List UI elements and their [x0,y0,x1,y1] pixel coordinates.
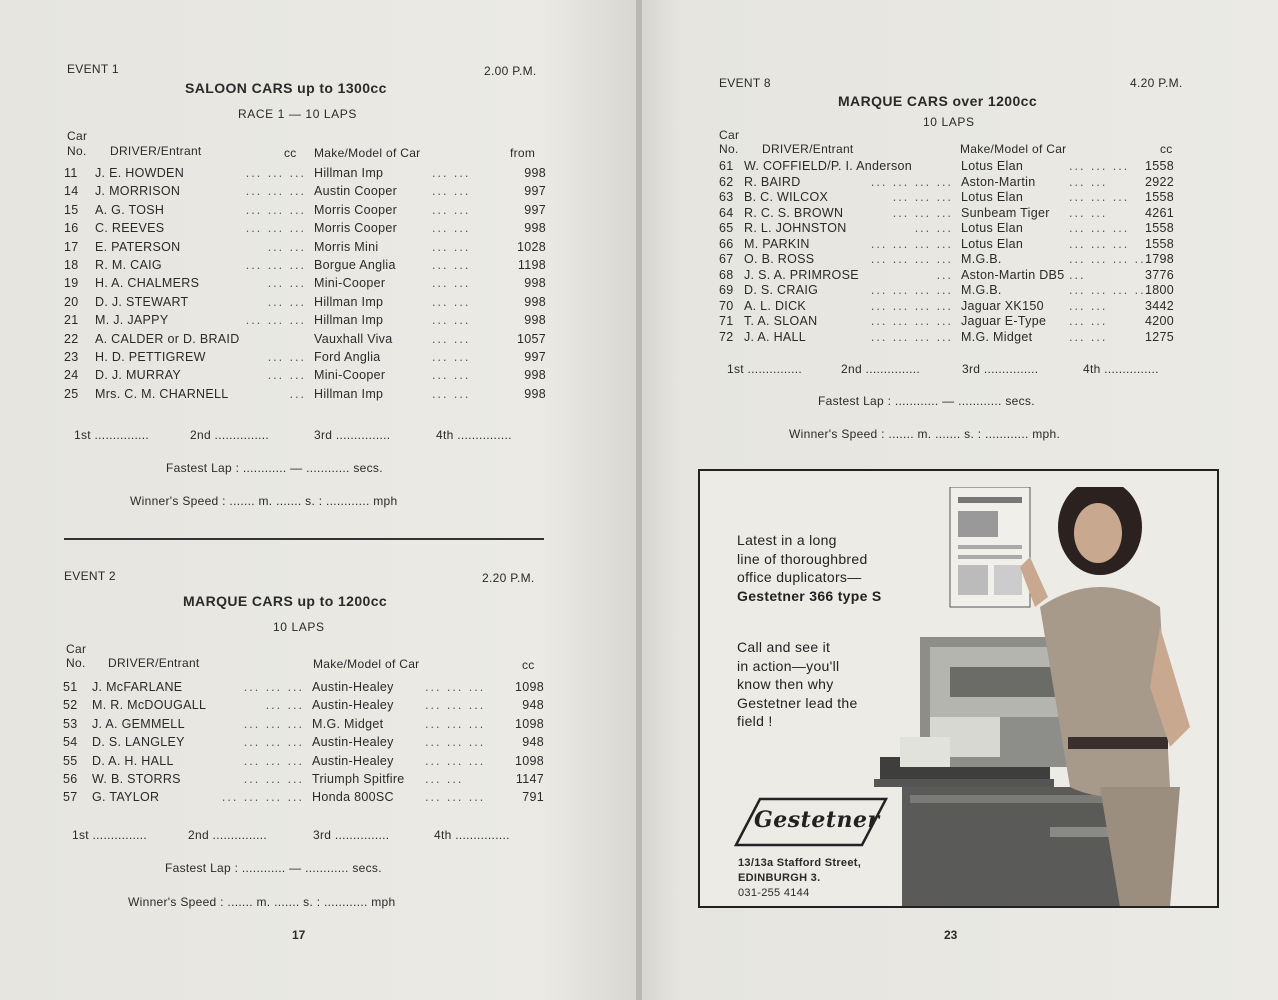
leader-dots: ... [936,267,953,282]
leader-dots: ... ... [1069,314,1108,328]
leader-dots: ... ... ... [425,735,486,750]
event8-header-car: Car [719,128,740,142]
event8-time: 4.20 P.M. [1130,76,1183,90]
event1-header-no: No. [67,144,87,158]
entry-driver: D. J. MURRAY [95,368,182,383]
leader-dots: ... ... [432,294,471,309]
ad-copy-call [737,638,858,731]
leader-dots: ... ... ... [245,258,306,272]
table-row [64,350,546,368]
entry-driver: A. CALDER or D. BRAID [95,331,240,346]
ad-line: Gestetner lead the [737,694,858,711]
table-row [64,221,546,239]
event1-label: EVENT 1 [67,62,119,76]
leader-dots: ... ... ... ... [1069,252,1152,266]
entry-number: 67 [719,252,734,266]
entry-driver: D. S. LANGLEY [92,735,185,750]
leader-dots: ... ... [432,350,471,364]
entry-number: 66 [719,236,734,251]
entry-cc: 1098 [514,753,544,768]
event8-place-3rd: 3rd ............... [962,362,1039,376]
table-row [64,295,546,313]
table-row [63,717,544,735]
leader-dots: ... ... ... [892,205,953,220]
leader-dots: ... ... ... [243,753,304,768]
entry-number: 61 [719,159,734,173]
entry-driver: G. TAYLOR [92,790,160,805]
entry-cc: 1028 [516,239,546,254]
entry-number: 57 [63,790,78,805]
leader-dots: ... ... [267,294,306,309]
event1-header-car: Car [67,129,88,143]
entry-cc: 1558 [1144,159,1174,173]
entry-cc: 1057 [516,331,546,346]
entry-model: Mini-Cooper [314,368,386,383]
leader-dots: ... ... ... [1069,221,1130,235]
entry-model: Austin-Healey [312,680,394,694]
entry-driver: J. E. HOWDEN [95,166,185,180]
table-row [63,735,544,753]
entry-driver: H. D. PETTIGREW [95,350,206,364]
entry-cc: 998 [524,368,546,383]
right-page [642,0,1278,1000]
entry-model: Vauxhall Viva [314,331,393,346]
entry-number: 52 [63,698,78,713]
event2-header-car: Car [66,642,87,656]
table-row [63,772,544,790]
entry-model: Mini-Cooper [314,276,386,291]
entry-model: Hillman Imp [314,166,384,180]
leader-dots: ... ... [432,331,471,346]
event8-header-model: Make/Model of Car [960,142,1067,156]
entry-cc: 791 [522,790,544,805]
entry-cc: 948 [522,735,544,750]
entry-model: Morris Cooper [314,221,398,236]
entry-driver: D. A. H. HALL [92,753,174,768]
leader-dots: ... ... ... [245,221,306,236]
event2-place-2nd: 2nd ............... [188,828,268,842]
table-row [64,203,546,221]
table-row [63,680,544,698]
leader-dots: ... ... ... ... [870,174,953,189]
leader-dots: ... ... ... [1069,236,1130,251]
entry-cc: 1558 [1144,221,1174,235]
table-row [63,698,544,716]
leader-dots: ... ... ... [243,772,304,786]
entry-number: 53 [63,716,78,731]
leader-dots: ... ... [1069,174,1108,189]
event2-place-1st: 1st ............... [72,828,148,842]
event8-place-2nd: 2nd ............... [841,362,921,376]
gestetner-logo [730,795,890,851]
leader-dots: ... ... ... [245,313,306,328]
ad-line: office duplicators— [737,569,862,585]
entry-driver: E. PATERSON [95,239,181,254]
entry-driver: B. C. WILCOX [744,190,829,204]
ad-line: Latest in a long [737,532,837,548]
entry-number: 62 [719,174,734,189]
entry-number: 21 [64,313,79,328]
entry-number: 71 [719,314,734,328]
leader-dots: ... ... ... ... [870,329,953,344]
entry-driver: J. A. GEMMELL [92,716,185,731]
entry-driver: H. A. CHALMERS [95,276,200,291]
entry-model: Austin-Healey [312,753,394,768]
event8-label: EVENT 8 [719,76,771,90]
left-page [0,0,636,1000]
entry-cc: 1275 [1144,329,1174,344]
entry-number: 19 [64,276,79,291]
entry-model: Borgue Anglia [314,258,396,272]
leader-dots: ... ... ... [243,735,304,750]
entry-model: Triumph Spitfire [312,772,405,786]
ad-copy-intro [737,531,882,605]
entry-number: 72 [719,329,734,344]
entry-model: M.G. Midget [961,329,1033,344]
entry-driver: T. A. SLOAN [744,314,818,328]
entry-cc: 3442 [1144,298,1174,313]
entry-number: 20 [64,294,79,309]
entry-driver: M. R. McDOUGALL [92,698,207,713]
entry-cc: 1800 [1144,283,1174,297]
entry-model: M.G.B. [961,252,1002,266]
entry-driver: J. S. A. PRIMROSE [744,267,859,282]
event1-header-model: Make/Model of Car [314,146,421,160]
event2-time: 2.20 P.M. [482,571,535,585]
entry-number: 15 [64,202,79,217]
entry-model: Sunbeam Tiger [961,205,1050,220]
entry-number: 14 [64,184,79,199]
leader-dots: ... ... [432,258,471,272]
table-row [63,790,544,808]
event2-header-no: No. [66,656,86,670]
entry-driver: D. J. STEWART [95,294,189,309]
entry-number: 54 [63,735,78,750]
leader-dots: ... ... ... [245,166,306,180]
leader-dots: ... ... ... [245,202,306,217]
entry-number: 65 [719,221,734,235]
event2-winners-speed: Winner's Speed : ....... m. ....... s. : ............ mph [128,895,396,909]
leader-dots: ... ... ... ... [870,283,953,297]
leader-dots: ... ... ... [1069,159,1130,173]
leader-dots: ... ... [432,202,471,217]
entry-number: 68 [719,267,734,282]
event1-place-2nd: 2nd ............... [190,428,270,442]
entry-model: Honda 800SC [312,790,394,805]
entry-model: Jaguar E-Type [961,314,1047,328]
leader-dots: ... ... [914,221,953,235]
entry-model: Lotus Elan [961,236,1024,251]
entry-number: 16 [64,221,79,236]
event2-header-model: Make/Model of Car [313,657,420,671]
section-divider [64,538,544,540]
entry-number: 64 [719,205,734,220]
entry-number: 70 [719,298,734,313]
leader-dots: ... ... ... ... [1069,283,1152,297]
table-row [719,330,1174,348]
entry-cc: 4200 [1144,314,1174,328]
event8-place-1st: 1st ............... [727,362,803,376]
entry-driver: J. MORRISON [95,184,181,199]
entry-model: Jaguar XK150 [961,298,1044,313]
leader-dots: ... ... [1069,298,1108,313]
event1-header-driver: DRIVER/Entrant [110,144,202,158]
event1-winners-speed: Winner's Speed : ....... m. ....... s. : ............ mph [130,494,398,508]
event1-place-4th: 4th ............... [436,428,512,442]
leader-dots: ... ... [432,313,471,328]
entry-driver: A. L. DICK [744,298,807,313]
entry-model: Hillman Imp [314,313,384,328]
event8-place-4th: 4th ............... [1083,362,1159,376]
entry-cc: 1098 [514,716,544,731]
event2-subtitle: 10 LAPS [273,620,325,634]
entry-driver: R. BAIRD [744,174,801,189]
leader-dots: ... ... [265,698,304,713]
logo-wordmark: Gestetner [754,807,880,833]
entry-number: 22 [64,331,79,346]
event1-place-3rd: 3rd ............... [314,428,391,442]
entry-number: 63 [719,190,734,204]
entry-number: 56 [63,772,78,786]
entry-driver: M. J. JAPPY [95,313,169,328]
leader-dots: ... ... [267,368,306,383]
entry-driver: Mrs. C. M. CHARNELL [95,386,229,401]
entry-model: Lotus Elan [961,190,1024,204]
entry-cc: 1147 [515,772,544,786]
entry-cc: 998 [524,386,546,401]
ad-address-city: EDINBURGH 3. [738,872,821,884]
table-row [64,240,546,258]
event1-fastest-lap: Fastest Lap : ............ — ............ secs. [166,461,383,475]
entry-driver: A. G. TOSH [95,202,165,217]
entry-model: Morris Cooper [314,202,398,217]
event8-subtitle: 10 LAPS [923,115,975,129]
entry-driver: M. PARKIN [744,236,810,251]
leader-dots: ... ... [432,368,471,383]
leader-dots: ... ... ... ... [870,236,953,251]
entry-driver: J. A. HALL [744,329,807,344]
ad-line: in action—you'll [737,657,840,674]
entry-cc: 998 [524,313,546,328]
leader-dots: ... ... ... [425,716,486,731]
leader-dots: ... [1069,267,1086,282]
entry-cc: 4261 [1144,205,1174,220]
entry-cc: 998 [524,294,546,309]
duplicator-photo-illustration [870,487,1216,907]
leader-dots: ... ... [432,166,471,180]
event8-title: MARQUE CARS over 1200cc [838,93,1038,109]
event2-header-cc: cc [522,658,535,672]
entry-driver: W. COFFIELD/P. I. Anderson [744,159,913,173]
ad-line: field ! [737,713,773,729]
leader-dots: ... ... [432,239,471,254]
leader-dots: ... ... [1069,329,1108,344]
table-row [64,332,546,350]
entry-model: Ford Anglia [314,350,381,364]
entry-driver: R. M. CAIG [95,258,162,272]
entry-cc: 997 [524,202,546,217]
ad-line: line of thoroughbred [737,550,868,567]
table-row [64,368,546,386]
page-number-right: 23 [944,928,958,942]
entry-number: 11 [64,166,78,180]
entry-driver: O. B. ROSS [744,252,815,266]
leader-dots: ... ... ... [243,716,304,731]
entry-cc: 1558 [1144,236,1174,251]
entry-model: Morris Mini [314,239,379,254]
entry-driver: J. McFARLANE [92,680,183,694]
table-row [64,276,546,294]
entry-cc: 1198 [517,258,546,272]
leader-dots: ... ... ... [425,680,486,694]
event8-fastest-lap: Fastest Lap : ............ — ............ secs. [818,394,1035,408]
entry-cc: 998 [524,221,546,236]
leader-dots: ... ... ... [243,680,304,694]
table-row [64,166,546,184]
leader-dots: ... ... ... [425,753,486,768]
entry-model: M.G.B. [961,283,1002,297]
leader-dots: ... ... [432,184,471,199]
entry-model: Austin-Healey [312,735,394,750]
event8-header-driver: DRIVER/Entrant [762,142,854,156]
event2-place-3rd: 3rd ............... [313,828,390,842]
entry-cc: 3776 [1144,267,1174,282]
event1-place-1st: 1st ............... [74,428,150,442]
entry-model: Lotus Elan [961,159,1024,173]
entry-model: Austin-Healey [312,698,394,713]
entry-driver: C. REEVES [95,221,165,236]
event2-place-4th: 4th ............... [434,828,510,842]
entry-cc: 997 [524,350,546,364]
gestetner-advertisement [698,469,1219,908]
entry-driver: R. L. JOHNSTON [744,221,847,235]
entry-model: Aston-Martin [961,174,1036,189]
entry-cc: 948 [522,698,544,713]
leader-dots: ... ... [1069,205,1108,220]
event1-subtitle: RACE 1 — 10 LAPS [238,107,357,121]
event8-header-no: No. [719,142,739,156]
event1-header-cc: cc [284,146,297,160]
leader-dots: ... ... [267,350,306,364]
entry-number: 25 [64,386,79,401]
leader-dots: ... ... ... [245,184,306,199]
event8-header-cc: cc [1160,142,1173,156]
entry-cc: 1098 [514,680,544,694]
entry-cc: 1558 [1144,190,1174,204]
entry-number: 51 [63,680,78,694]
entry-number: 55 [63,753,78,768]
leader-dots: ... ... ... ... [221,790,304,805]
entry-model: Lotus Elan [961,221,1024,235]
event1-header-from: from [510,146,536,160]
leader-dots: ... ... [267,239,306,254]
ad-line: Call and see it [737,639,831,655]
entry-model: Hillman Imp [314,294,384,309]
entry-driver: R. C. S. BROWN [744,205,844,220]
entry-number: 69 [719,283,734,297]
entry-number: 17 [64,239,79,254]
entry-model: Austin Cooper [314,184,398,199]
entry-cc: 2922 [1144,174,1174,189]
ad-address-street: 13/13a Stafford Street, [738,857,862,869]
event2-label: EVENT 2 [64,569,116,583]
entry-cc: 1798 [1144,252,1174,266]
leader-dots: ... ... ... ... [870,252,953,266]
leader-dots: ... ... ... [1069,190,1130,204]
leader-dots: ... [289,386,306,401]
leader-dots: ... ... [267,276,306,291]
event1-title: SALOON CARS up to 1300cc [185,80,387,96]
table-row [64,387,546,405]
leader-dots: ... ... ... [892,190,953,204]
ad-phone: 031-255 4144 [738,887,810,899]
event1-time: 2.00 P.M. [484,64,537,78]
leader-dots: ... ... ... ... [870,314,953,328]
table-row [63,754,544,772]
table-row [64,184,546,202]
leader-dots: ... ... [425,772,464,786]
entry-model: Hillman Imp [314,386,384,401]
leader-dots: ... ... [432,276,471,291]
entry-cc: 997 [524,184,546,199]
entry-cc: 998 [524,276,546,291]
entry-driver: D. S. CRAIG [744,283,819,297]
leader-dots: ... ... ... [425,698,486,713]
leader-dots: ... ... [432,386,471,401]
entry-number: 18 [64,258,79,272]
leader-dots: ... ... [432,221,471,236]
entry-number: 23 [64,350,79,364]
ad-product-name: Gestetner 366 type S [737,587,882,604]
entry-driver: W. B. STORRS [92,772,181,786]
entry-model: M.G. Midget [312,716,384,731]
event2-title: MARQUE CARS up to 1200cc [183,593,388,609]
ad-line: know then why [737,676,834,692]
leader-dots: ... ... ... [425,790,486,805]
event2-fastest-lap: Fastest Lap : ............ — ............ secs. [165,861,382,875]
table-row [64,258,546,276]
leader-dots: ... ... ... ... [870,298,953,313]
entry-cc: 998 [524,166,546,180]
entry-number: 24 [64,368,79,383]
entry-model: Aston-Martin DB5 [961,267,1065,282]
event8-winners-speed: Winner's Speed : ....... m. ....... s. : ............ mph. [789,427,1061,441]
table-row [64,313,546,331]
event2-header-driver: DRIVER/Entrant [108,656,200,670]
page-number-left: 17 [292,928,306,942]
